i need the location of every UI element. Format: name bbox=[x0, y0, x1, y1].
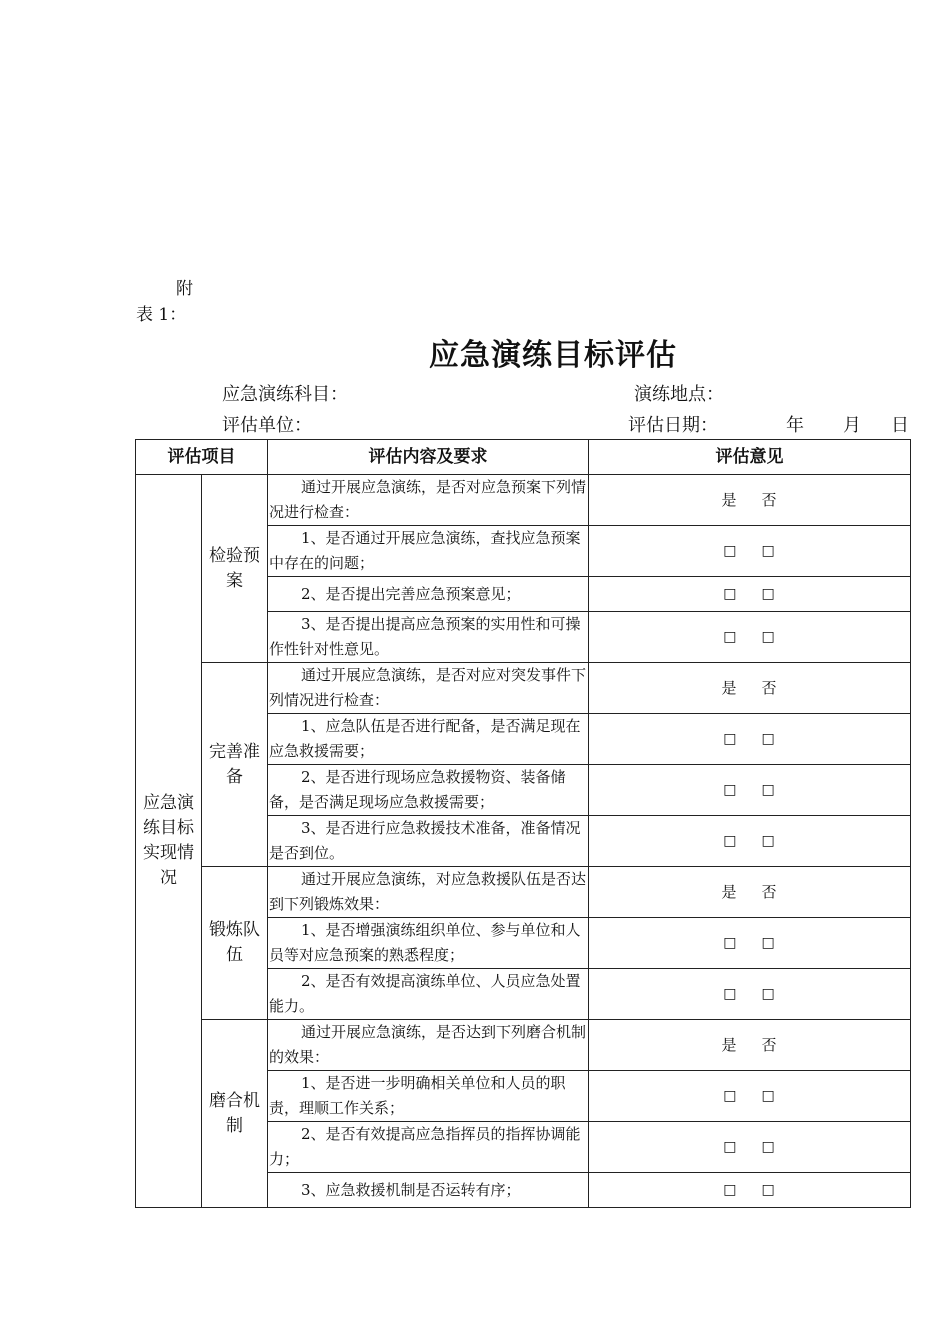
no-checkbox[interactable]: □ bbox=[761, 1088, 776, 1104]
section-intro-row bbox=[136, 867, 911, 918]
date-month: 月 bbox=[843, 415, 861, 436]
no-checkbox[interactable]: □ bbox=[761, 986, 776, 1002]
appendix-line-1: 附 bbox=[176, 279, 193, 299]
requirement-text: 3、是否进行应急救援技术准备，准备情况是否到位。 bbox=[268, 816, 589, 867]
requirement-text: 3、是否提出提高应急预案的实用性和可操作性针对性意见。 bbox=[268, 612, 589, 663]
yes-checkbox[interactable]: □ bbox=[723, 629, 738, 645]
opinion-cell bbox=[589, 1173, 911, 1208]
header-opinion: 评估意见 bbox=[589, 440, 911, 475]
yes-checkbox[interactable]: □ bbox=[723, 543, 738, 559]
unit-label: 评估单位： bbox=[222, 415, 312, 436]
opinion-header-cell bbox=[589, 663, 911, 714]
no-checkbox[interactable]: □ bbox=[761, 935, 776, 951]
opinion-cell bbox=[589, 526, 911, 577]
opinion-header-cell bbox=[589, 1020, 911, 1071]
opinion-cell bbox=[589, 612, 911, 663]
no-checkbox[interactable]: □ bbox=[761, 629, 776, 645]
appendix-label bbox=[136, 276, 193, 328]
opinion-cell bbox=[589, 765, 911, 816]
yes-checkbox[interactable]: □ bbox=[723, 586, 738, 602]
yes-checkbox[interactable]: □ bbox=[723, 833, 738, 849]
assessment-table bbox=[135, 439, 911, 1208]
section-label: 磨合机制 bbox=[202, 1020, 268, 1208]
section-intro: 通过开展应急演练，是否达到下列磨合机制的效果： bbox=[268, 1020, 589, 1071]
requirement-text: 2、是否有效提高演练单位、人员应急处置能力。 bbox=[268, 969, 589, 1020]
group-label: 应急演练目标实现情况 bbox=[136, 475, 202, 1208]
section-intro-row bbox=[136, 663, 911, 714]
opinion-cell bbox=[589, 714, 911, 765]
yes-checkbox[interactable]: □ bbox=[723, 1139, 738, 1155]
yes-checkbox[interactable]: □ bbox=[723, 731, 738, 747]
date-year: 年 bbox=[786, 415, 804, 436]
no-checkbox[interactable]: □ bbox=[761, 731, 776, 747]
header-item: 评估项目 bbox=[136, 440, 268, 475]
opinion-cell bbox=[589, 1071, 911, 1122]
requirement-text: 2、是否提出完善应急预案意见； bbox=[268, 577, 589, 612]
yes-checkbox[interactable]: □ bbox=[723, 986, 738, 1002]
requirement-text: 2、是否进行现场应急救援物资、装备储备，是否满足现场应急救援需要； bbox=[268, 765, 589, 816]
section-label: 锻炼队伍 bbox=[202, 867, 268, 1020]
opinion-header-cell bbox=[589, 867, 911, 918]
yes-label: 是 bbox=[721, 490, 738, 509]
no-checkbox[interactable]: □ bbox=[761, 833, 776, 849]
yes-checkbox[interactable]: □ bbox=[723, 782, 738, 798]
yes-checkbox[interactable]: □ bbox=[723, 1182, 738, 1198]
section-intro-row bbox=[136, 1020, 911, 1071]
yes-checkbox[interactable]: □ bbox=[723, 1088, 738, 1104]
location-label: 演练地点： bbox=[634, 384, 724, 405]
yes-label: 是 bbox=[721, 678, 738, 697]
opinion-cell bbox=[589, 918, 911, 969]
section-intro: 通过开展应急演练，对应急救援队伍是否达到下列锻炼效果： bbox=[268, 867, 589, 918]
yes-label: 是 bbox=[721, 882, 738, 901]
section-intro: 通过开展应急演练，是否对应急预案下列情况进行检查： bbox=[268, 475, 589, 526]
no-label: 否 bbox=[761, 1035, 778, 1054]
no-checkbox[interactable]: □ bbox=[761, 543, 776, 559]
no-checkbox[interactable]: □ bbox=[761, 1182, 776, 1198]
no-label: 否 bbox=[761, 678, 778, 697]
subject-label: 应急演练科目： bbox=[222, 384, 348, 405]
header-content: 评估内容及要求 bbox=[268, 440, 589, 475]
section-intro-row bbox=[136, 475, 911, 526]
requirement-text: 1、应急队伍是否进行配备，是否满足现在应急救援需要； bbox=[268, 714, 589, 765]
page-title: 应急演练目标评估 bbox=[429, 338, 677, 373]
no-label: 否 bbox=[761, 490, 778, 509]
date-day: 日 bbox=[891, 415, 909, 436]
no-checkbox[interactable]: □ bbox=[761, 1139, 776, 1155]
section-intro: 通过开展应急演练，是否对应对突发事件下列情况进行检查： bbox=[268, 663, 589, 714]
requirement-text: 1、是否增强演练组织单位、参与单位和人员等对应急预案的熟悉程度； bbox=[268, 918, 589, 969]
table-body bbox=[136, 475, 911, 1208]
opinion-cell bbox=[589, 816, 911, 867]
table-header-row bbox=[136, 440, 911, 475]
yes-checkbox[interactable]: □ bbox=[723, 935, 738, 951]
appendix-line-2: 表 1： bbox=[136, 305, 187, 325]
requirement-text: 3、应急救援机制是否运转有序； bbox=[268, 1173, 589, 1208]
requirement-text: 1、是否进一步明确相关单位和人员的职责，理顺工作关系； bbox=[268, 1071, 589, 1122]
section-label: 完善准备 bbox=[202, 663, 268, 867]
opinion-cell bbox=[589, 1122, 911, 1173]
opinion-cell bbox=[589, 969, 911, 1020]
no-checkbox[interactable]: □ bbox=[761, 586, 776, 602]
yes-label: 是 bbox=[721, 1035, 738, 1054]
date-label: 评估日期： bbox=[628, 415, 718, 436]
opinion-header-cell bbox=[589, 475, 911, 526]
no-checkbox[interactable]: □ bbox=[761, 782, 776, 798]
requirement-text: 2、是否有效提高应急指挥员的指挥协调能力； bbox=[268, 1122, 589, 1173]
opinion-cell bbox=[589, 577, 911, 612]
requirement-text: 1、是否通过开展应急演练，查找应急预案中存在的问题； bbox=[268, 526, 589, 577]
no-label: 否 bbox=[761, 882, 778, 901]
section-label: 检验预案 bbox=[202, 475, 268, 663]
